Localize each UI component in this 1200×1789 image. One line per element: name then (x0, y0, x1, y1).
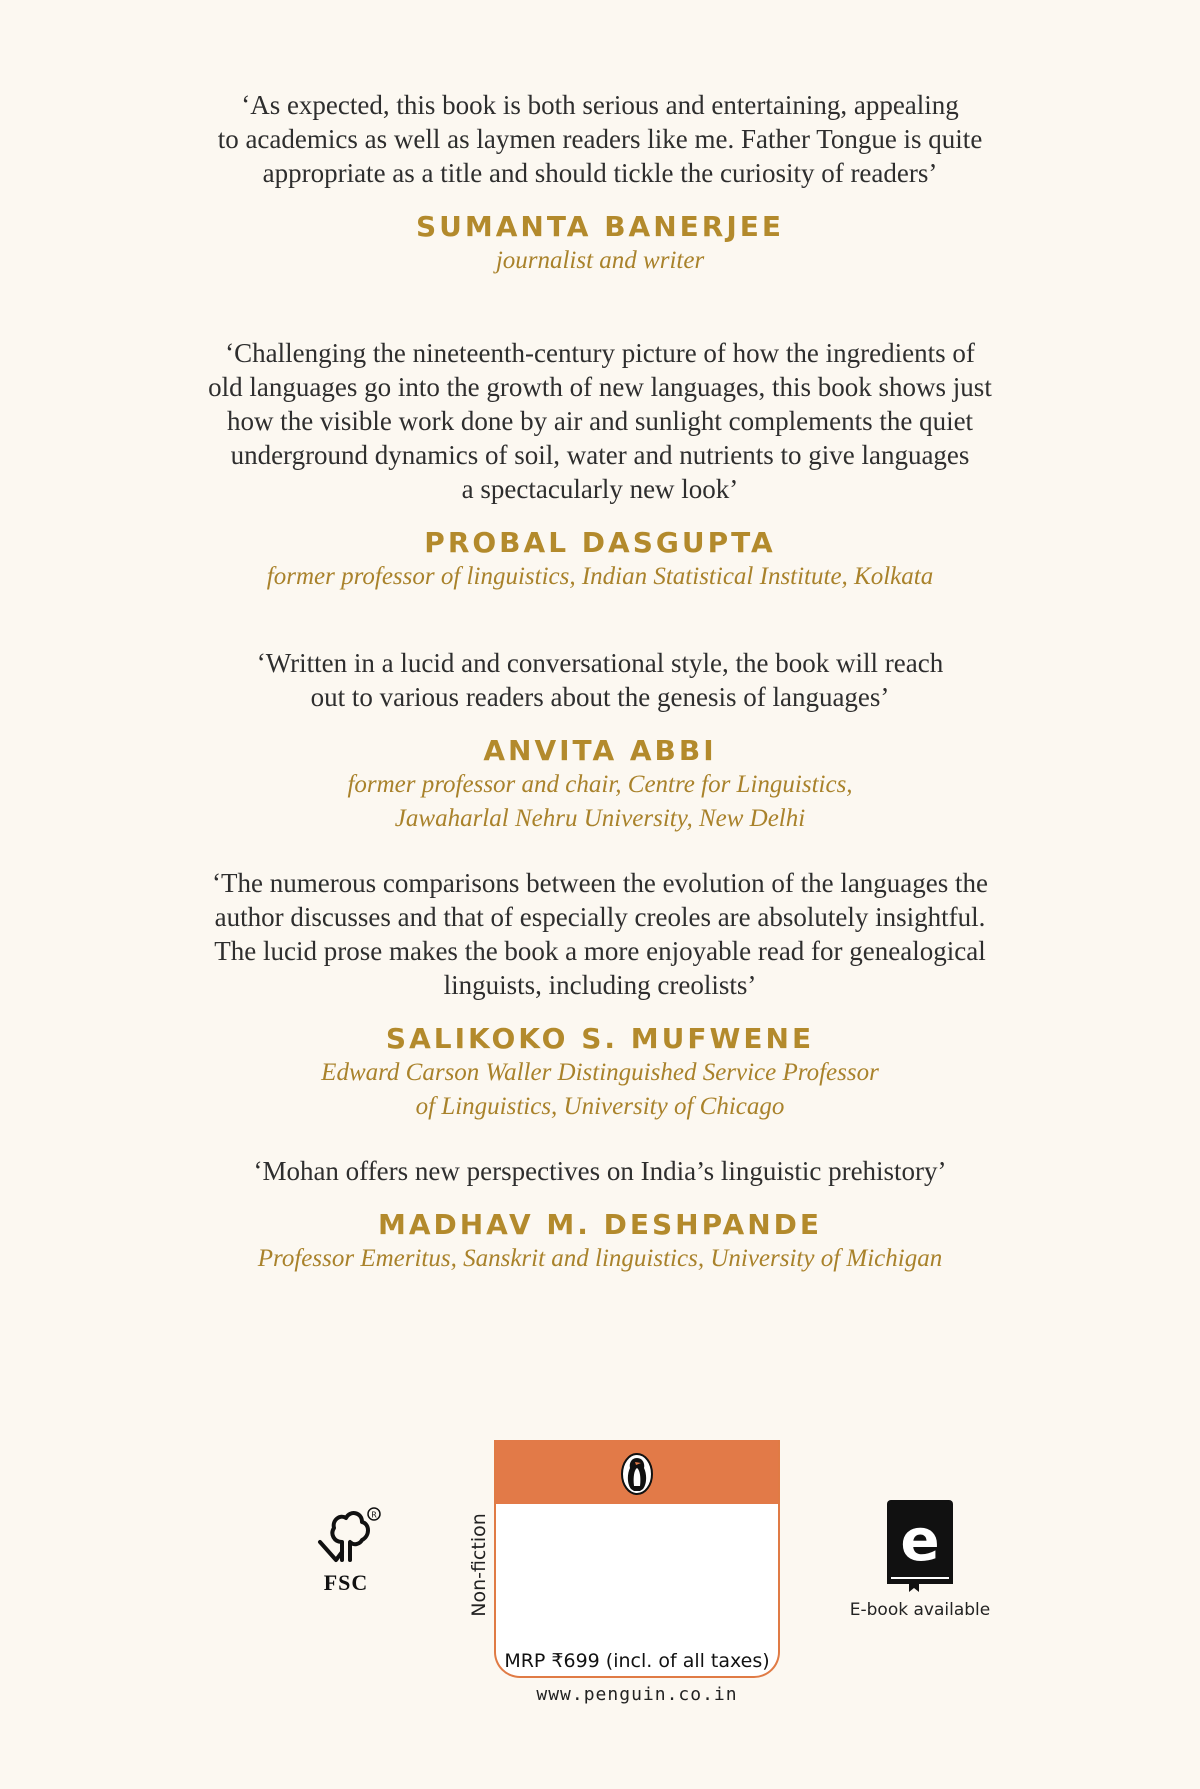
blurb-author-role (0, 1056, 1200, 1124)
blurb-author-name: PROBAL DASGUPTA (424, 526, 776, 559)
fsc-tree-icon (306, 1502, 386, 1574)
blurb-quote (0, 336, 1200, 506)
blurb-author-role (0, 244, 1200, 278)
category-label (461, 1510, 497, 1620)
ebook-badge (840, 1498, 1000, 1620)
price-box (494, 1440, 780, 1678)
quote-line: author discusses and that of especially creoles are absolutely insightful. (214, 902, 986, 932)
ebook-label: E-book available (849, 1600, 991, 1620)
publisher-band (496, 1440, 778, 1504)
role-line: Professor Emeritus, Sanskrit and linguistics, University of Michigan (257, 1245, 943, 1272)
blurb-dasgupta (0, 336, 1200, 594)
blurb-quote (0, 1154, 1200, 1188)
blurb-mufwene (0, 866, 1200, 1124)
category-text: Non-fiction (468, 1513, 490, 1617)
quote-line: appropriate as a title and should tickle the curiosity of readers’ (262, 158, 938, 188)
blurb-author-role (0, 560, 1200, 594)
role-line: former professor and chair, Centre for Linguistics, (347, 771, 853, 798)
quote-line: linguists, including creolists’ (443, 970, 757, 1000)
fsc-label: FSC (323, 1570, 369, 1595)
quote-line: ‘The numerous comparisons between the evolution of the languages the (211, 868, 989, 898)
quote-line: underground dynamics of soil, water and nutrients to give languages (230, 440, 970, 470)
svg-text:e: e (900, 1506, 940, 1574)
quote-line: how the visible work done by air and sunlight complements the quiet (226, 406, 974, 436)
ebook-icon (885, 1498, 955, 1594)
blurb-author-name: SALIKOKO S. MUFWENE (385, 1022, 815, 1055)
quote-line: ‘As expected, this book is both serious and entertaining, appealing (241, 90, 959, 120)
blurb-author-name: MADHAV M. DESHPANDE (377, 1208, 823, 1241)
blurb-banerjee (0, 88, 1200, 278)
blurb-author-role (0, 1242, 1200, 1276)
blurb-quote (0, 88, 1200, 190)
blurb-abbi (0, 646, 1200, 836)
role-line: journalist and writer (495, 247, 705, 274)
role-line: of Linguistics, University of Chicago (415, 1093, 785, 1120)
quote-line: to academics as well as laymen readers like me. Father Tongue is quite (217, 124, 983, 154)
blurb-deshpande (0, 1154, 1200, 1276)
blurb-author-role (0, 768, 1200, 836)
price-label: MRP ₹699 (incl. of all taxes) (504, 1650, 770, 1672)
blurb-quote (0, 646, 1200, 714)
blurb-author-name: SUMANTA BANERJEE (415, 210, 785, 243)
quote-line: a spectacularly new look’ (461, 474, 739, 504)
publisher-url: www.penguin.co.in (536, 1684, 738, 1705)
quote-line: The lucid prose makes the book a more enjoyable read for genealogical (214, 936, 986, 966)
role-line: former professor of linguistics, Indian Statistical Institute, Kolkata (266, 563, 934, 590)
blurbs-section (0, 88, 1200, 1276)
role-line: Edward Carson Waller Distinguished Service Professor (321, 1059, 879, 1086)
quote-line: old languages go into the growth of new languages, this book shows just (208, 372, 992, 402)
quote-line: out to various readers about the genesis of languages’ (310, 682, 890, 712)
svg-text:R: R (371, 1510, 377, 1520)
quote-line: ‘Mohan offers new perspectives on India’s linguistic prehistory’ (253, 1156, 947, 1186)
fsc-logo (306, 1502, 386, 1602)
quote-line: ‘Written in a lucid and conversational style, the book will reach (256, 648, 944, 678)
blurb-author-name: ANVITA ABBI (483, 734, 717, 767)
quote-line: ‘Challenging the nineteenth-century picture of how the ingredients of (225, 338, 975, 368)
blurb-quote (0, 866, 1200, 1002)
penguin-logo-icon (620, 1452, 654, 1496)
role-line: Jawaharlal Nehru University, New Delhi (394, 805, 806, 832)
